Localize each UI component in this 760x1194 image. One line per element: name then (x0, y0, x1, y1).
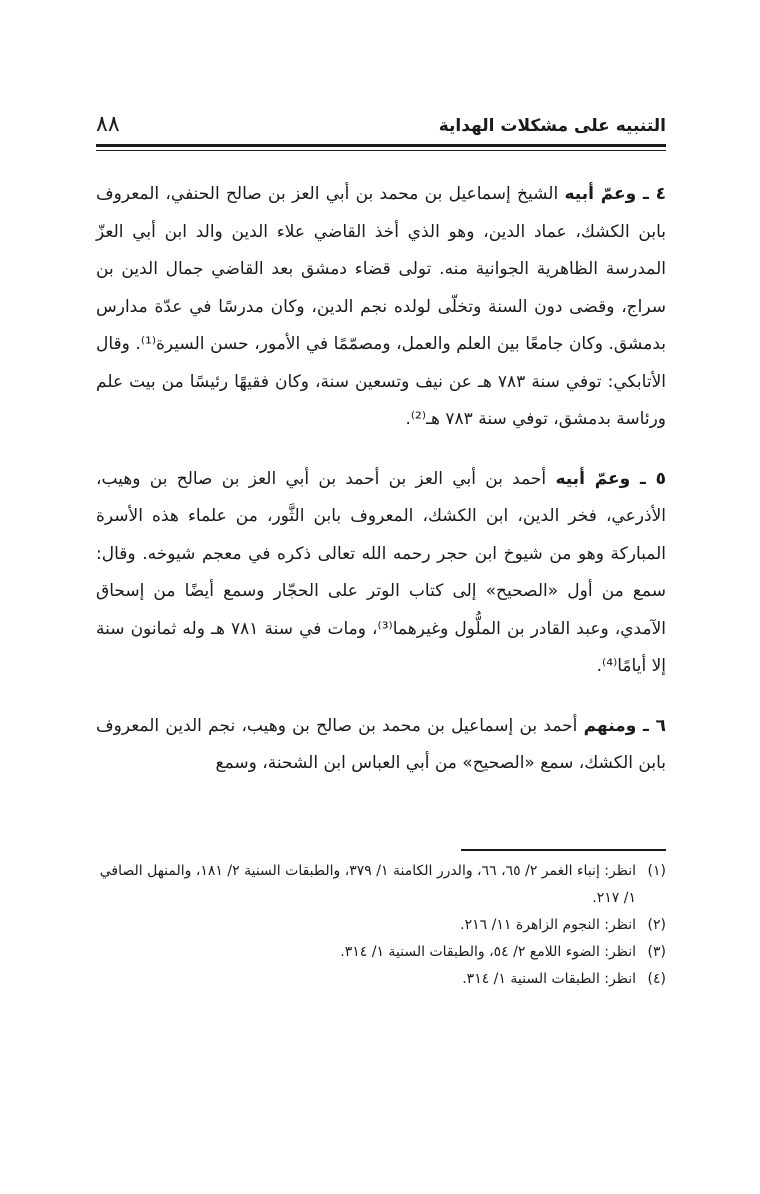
footnote-number: (٢) (647, 917, 666, 933)
paragraph-body: أحمد بن أبي العز بن أحمد بن أبي العز بن صالح بن وهيب، الأذرعي، فخر الدين، ابن الكشك، المعروف بابن الثَّور، من علماء هذه الأسرة المباركة وهو من شيوخ ابن حجر رحمه الله تعالى ذكره في معجم شيوخه. وقال: سمع من أول «الصحيح» إلى كتاب الوتر على الحجّار وسمع أيضًا من إسحاق الآمدي، وعبد القادر بن الملُّول وغيرهما⁽³⁾، ومات في سنة ٧٨١ هـ وله ثمانون سنة إلا أيامًا⁽⁴⁾. (96, 468, 666, 676)
footnote-text: انظر: إنباء الغمر ٢/ ٦٥، ٦٦، والدرر الكامنة ١/ ٣٧٩، والطبقات السنية ٢/ ١٨١، والمنهل الصافي ١/ ٢١٧. (99, 863, 636, 906)
footnote-text: انظر: النجوم الزاهرة ١١/ ٢١٦. (460, 917, 636, 933)
paragraph-5 (96, 461, 666, 686)
paragraph-body: أحمد بن إسماعيل بن محمد بن صالح بن وهيب، نجم الدين المعروف بابن الكشك، سمع «الصحيح» من أبي العباس ابن الشحنة، وسمع (96, 715, 666, 773)
footnote-number: (١) (647, 863, 666, 879)
book-page (96, 0, 666, 1194)
footnote-separator (461, 849, 666, 851)
footnote-2 (96, 912, 666, 939)
header-rule-thin (96, 150, 666, 151)
header-rule-thick (96, 144, 666, 147)
footnote-3 (96, 939, 666, 966)
paragraph-6 (96, 708, 666, 783)
main-text (96, 176, 666, 783)
paragraph-4 (96, 176, 666, 439)
paragraph-lead: ٦ ـ ومنهم (583, 715, 667, 736)
footnotes (96, 858, 666, 993)
page-number: ٨٨ (96, 112, 120, 137)
footnote-1 (96, 858, 666, 912)
footnote-text: انظر: الضوء اللامع ٢/ ٥٤، والطبقات السنية ١/ ٣١٤. (340, 944, 636, 960)
footnote-number: (٤) (647, 971, 666, 987)
paragraph-lead: ٤ ـ وعمّ أبيه (564, 184, 666, 204)
footnote-number: (٣) (647, 944, 666, 960)
paragraph-body: الشيخ إسماعيل بن محمد بن أبي العز بن صالح الحنفي، المعروف بابن الكشك، عماد الدين، وهو الذي أخذ القاضي علاء الدين والد ابن أبي العزّ المدرسة الظاهرية الجوانية منه. تولى قضاء دمشق بعد القاضي جمال الدين بن سراج، وقضى دون السنة وتخلّى لولده نجم الدين، وكان مدرسًا في عدّة مدارس بدمشق. وكان جامعًا بين العلم والعمل، ومصمّمًا في الأمور، حسن السيرة⁽¹⁾. وقال الأتابكي: توفي سنة ٧٨٣ هـ عن نيف وتسعين سنة، وكان فقيهًا رئيسًا من بيت علم ورئاسة بدمشق، توفي سنة ٧٨٣ هـ⁽²⁾. (96, 184, 666, 429)
running-header (96, 112, 666, 142)
header-title: التنبيه على مشكلات الهداية (438, 116, 666, 136)
paragraph-lead: ٥ ـ وعمّ أبيه (555, 468, 666, 489)
footnote-text: انظر: الطبقات السنية ١/ ٣١٤. (462, 971, 636, 987)
footnote-4 (96, 966, 666, 993)
